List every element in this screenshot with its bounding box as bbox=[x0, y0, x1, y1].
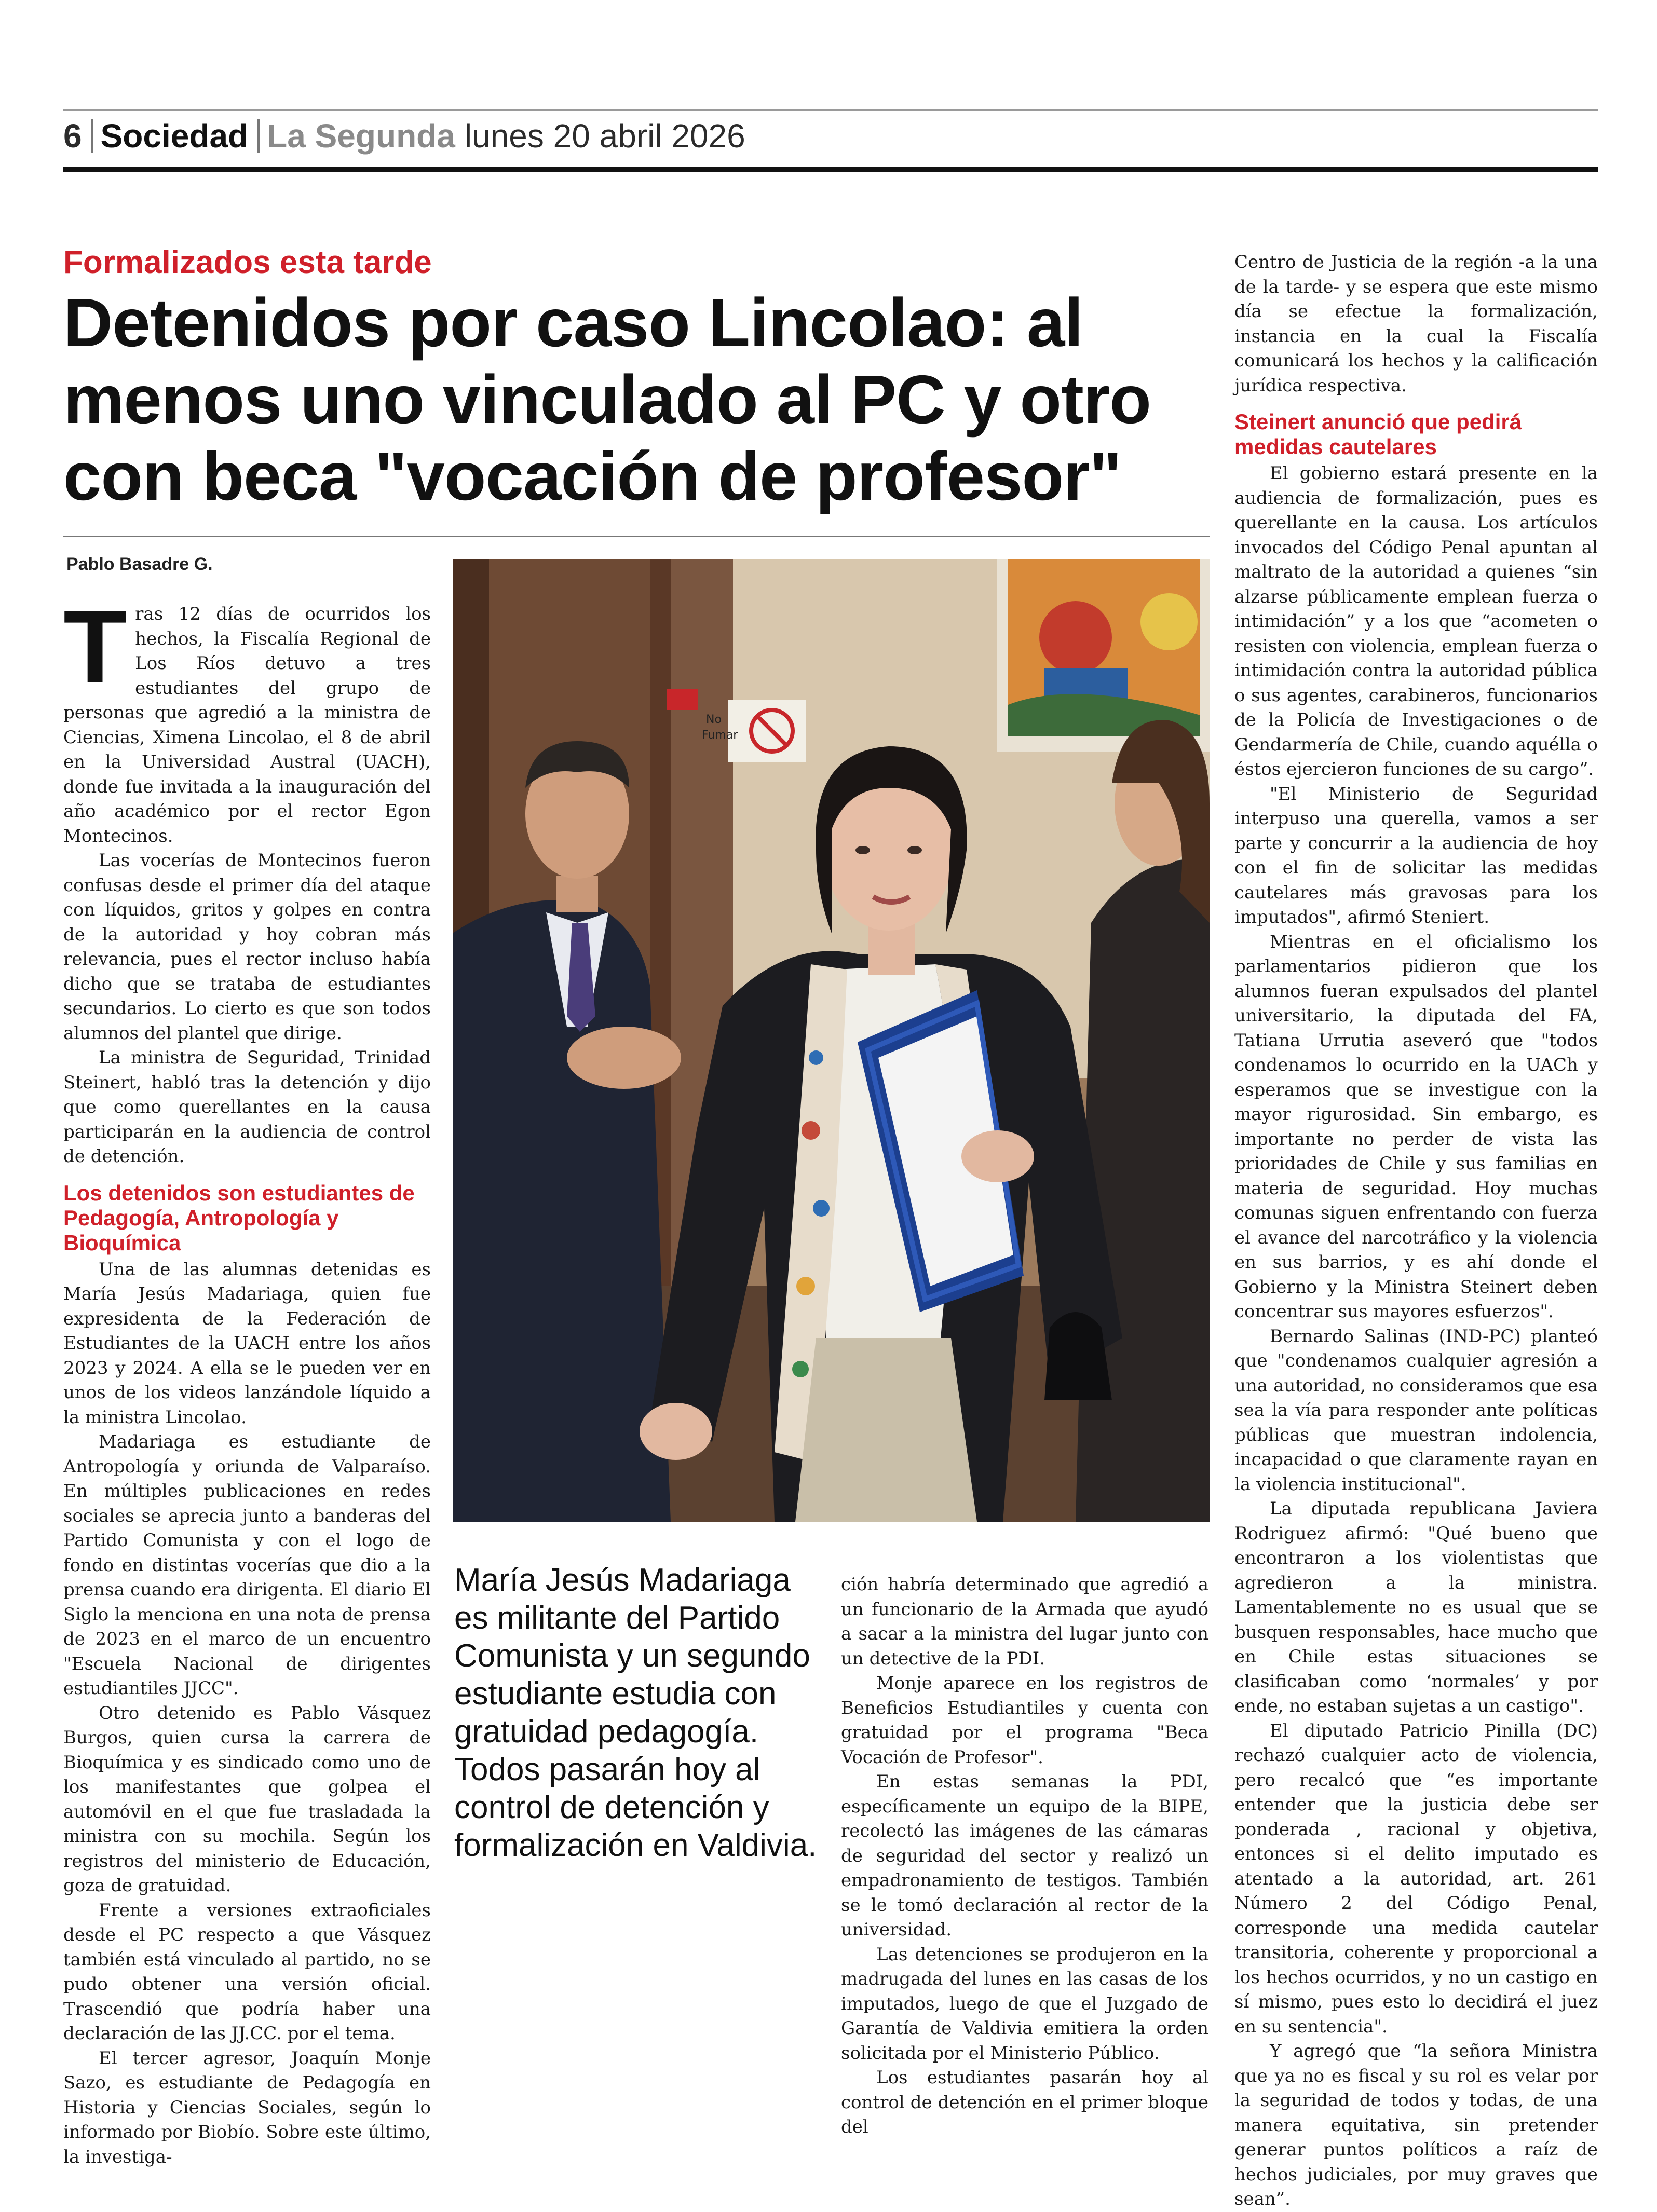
body-paragraph: En estas semanas la PDI, específicamente un equipo de la BIPE, recolectó las imágenes de las cámaras de seguridad del sector y realizó un empadronamiento de testigos. También se le tomó declaración al rector de la universidad. bbox=[841, 1771, 1208, 1940]
sign-text: Fumar bbox=[702, 729, 738, 742]
subheading: Steinert anunció que pedirá medidas cautelares bbox=[1234, 409, 1522, 459]
article-column-1 bbox=[63, 589, 431, 2169]
article-kicker: Formalizados esta tarde bbox=[63, 244, 432, 280]
page-number: 6 bbox=[63, 117, 82, 155]
photo-illustration bbox=[453, 559, 1210, 1522]
body-paragraph: Frente a versiones extraoficiales desde el PC respecto a que Vásquez también está vinculado al partido, no se pudo obtener una versión oficial. Trascendió que podría haber una declaración de las JJ.CC. por el tema. bbox=[63, 1900, 431, 2044]
body-paragraph: La ministra de Seguridad, Trinidad Steinert, habló tras la detención y dijo que como querellantes en la causa participarán en la audiencia de control de detención. bbox=[63, 1047, 431, 1167]
body-paragraph: Madariaga es estudiante de Antropología y oriunda de Valparaíso. En múltiples publicaciones en redes sociales se aprecia junto a banderas del Partido Comunista y con el logo de fondo en distintas vocerías que dio a la prensa cuando era dirigenta. El diario El Siglo la menciona en una nota de prensa de 2023 en el marco de un encuentro "Escuela Nacional de dirigentes estudiantiles JJCC". bbox=[63, 1431, 431, 1699]
header-divider bbox=[91, 119, 93, 153]
body-paragraph: Otro detenido es Pablo Vásquez Burgos, quien cursa la carrera de Bioquímica y es sindicado como uno de los manifestantes que golpea el automóvil en el que fue trasladada la ministra con su mochila. Según los registros del ministerio de Educación, goza de gratuidad. bbox=[63, 1702, 431, 1896]
body-paragraph: Los estudiantes pasarán hoy al control de detención en el primer bloque del bbox=[841, 2067, 1208, 2137]
body-paragraph: El diputado Patricio Pinilla (DC) rechazó cualquier acto de violencia, pero recalcó que “es importante entender que la justicia debe ser ponderada , racional y objetiva, entonces si el delito imputado es atentado a la autoridad, art. 261 Número 2 del Código Penal, corresponde una medida cautelar transitoria, coherente y proporcional a los hechos ocurridos, y no un castigo en sí mismo, pues esto lo decidirá el juez en su sentencia". bbox=[1234, 1720, 1598, 2037]
photo-caption: María Jesús Madariaga es militante del Partido Comunista y un segundo estudiante estudia con gratuidad pedagogía. Todos pasarán hoy al control de detención y formalización en Valdivia. bbox=[454, 1562, 817, 1863]
body-paragraph: Las detenciones se produjeron en la madrugada del lunes en las casas de los imputados, luego de que el Juzgado de Garantía de Valdivia emitiera la orden solicitada por el Ministerio Público. bbox=[841, 1944, 1208, 2064]
headline-rule bbox=[63, 536, 1210, 537]
article-column-4 bbox=[1234, 250, 1598, 2212]
news-photo bbox=[453, 559, 1210, 1522]
issue-date: lunes 20 abril 2026 bbox=[464, 117, 745, 155]
byline: Pablo Basadre G. bbox=[66, 554, 213, 574]
body-paragraph: El gobierno estará presente en la audiencia de formalización, pues es querellante en la causa. Los artículos invocados del Código Penal apuntan al maltrato de la autoridad a quienes “sin alzarse públicamente emplean fuerza o intimidación” y a los que “acometen o resisten con violencia, emplean fuerza o intimidación contra la autoridad pública o sus agentes, carabineros, funcionarios de la Policía de Investigaciones o de Gendarmería de Chile, cuando aquélla o éstos ejercieron funciones de su cargo”. bbox=[1234, 463, 1598, 780]
header-divider bbox=[257, 119, 260, 153]
lead-paragraph: Tras 12 días de ocurridos los hechos, la Fiscalía Regional de Los Ríos detuvo a tres estudiantes del grupo de personas que agredió a la ministra de Ciencias, Ximena Lincolao, el 8 de abril en la Universidad Austral (UACH), donde fue invitada a la inauguración del año académico por el rector Egon Montecinos. bbox=[63, 589, 431, 846]
article-column-3 bbox=[841, 1573, 1208, 2140]
body-paragraph: Bernardo Salinas (IND-PC) planteó que "condenamos cualquier agresión a una autoridad, no consideramos que esa sea la vía para responder ante políticas públicas que muestran indolencia, incapacidad o que claramente rayan en la violencia institucional". bbox=[1234, 1326, 1598, 1495]
subheading: Los detenidos son estudiantes de Pedagogía, Antropología y Bioquímica bbox=[63, 1180, 415, 1255]
drop-cap: T bbox=[63, 589, 127, 705]
header-bottom-rule bbox=[63, 167, 1598, 172]
body-paragraph: Una de las alumnas detenidas es María Jesús Madariaga, quien fue expresidenta de la Federación de Estudiantes de la UACH entre los años 2023 y 2024. A ella se le pueden ver en unos de los videos lanzándole líquido a la ministra Lincolao. bbox=[63, 1259, 431, 1428]
sign-text: No bbox=[706, 713, 722, 726]
publication-name: La Segunda bbox=[267, 117, 455, 155]
body-paragraph: La diputada republicana Javiera Rodriguez afirmó: "Qué bueno que encontraron a los violentistas que agredieron a la ministra. Lamentablemente no es usual que se busquen responsables, hace mucho que en Chile estas situaciones se clasificaban como ‘normales’ y por ende, no estaban sujetas a un castigo". bbox=[1234, 1498, 1598, 1716]
section-name: Sociedad bbox=[100, 117, 249, 155]
body-paragraph: Las vocerías de Montecinos fueron confusas desde el primer día del ataque con líquidos, gritos y golpes en contra de la autoridad y hoy cobran más relevancia, pues el rector incluso había dicho que se trataba de estudiantes secundarios. Lo cierto es que son todos alumnos del plantel que dirige. bbox=[63, 850, 431, 1044]
body-paragraph: "El Ministerio de Seguridad interpuso una querella, vamos a ser parte y concurrir a la audiencia de hoy con el fin de solicitar las medidas cautelares más gravosas para los imputados", afirmó Steniert. bbox=[1234, 783, 1598, 927]
body-paragraph: Monje aparece en los registros de Beneficios Estudiantiles y cuenta con gratuidad por el programa "Beca Vocación de Profesor". bbox=[841, 1673, 1208, 1768]
body-paragraph: ción habría determinado que agredió a un funcionario de la Armada que ayudó a sacar a la ministra del lugar junto con un detective de la PDI. bbox=[841, 1574, 1208, 1669]
body-paragraph: Mientras en el oficialismo los parlamentarios pidieron que los alumnos fueran expulsados del plantel universitario, la diputada del FA, Tatiana Urrutia aseveró que "todos condenamos lo ocurrido en la UACh y esperamos que se investigue con la mayor rigurosidad. Sin embargo, es importante no perder de vista las prioridades de Chile y sus familias en materia de seguridad. Hoy muchas comunas siguen enfrentando con fuerza el avance del narcotráfico y la violencia en sus barrios, y es ahí donde el Gobierno y la Ministra Steinert deben concentrar sus mayores esfuerzos". bbox=[1234, 931, 1598, 1322]
page-header bbox=[63, 115, 745, 157]
header-top-rule bbox=[63, 109, 1598, 111]
body-paragraph: Centro de Justicia de la región -a la una de la tarde- y se espera que este mismo día se efectue la formalización, instancia en la cual la Fiscalía comunicará los hechos y la calificación jurídica respectiva. bbox=[1234, 252, 1598, 396]
article-headline: Detenidos por caso Lincolao: al menos uno vinculado al PC y otro con beca "vocación de profesor" bbox=[63, 284, 1151, 514]
body-paragraph: Y agregó que “la señora Ministra que ya no es fiscal y su rol es velar por la seguridad de todos y todas, de una manera equitativa, sin pretender generar puntos políticos a raíz de hechos judiciales, por muy graves que sean”. bbox=[1234, 2041, 1598, 2209]
body-paragraph: El tercer agresor, Joaquín Monje Sazo, es estudiante de Pedagogía en Historia y Ciencias Sociales, según lo informado por Biobío. Sobre este último, la investiga- bbox=[63, 2047, 431, 2167]
